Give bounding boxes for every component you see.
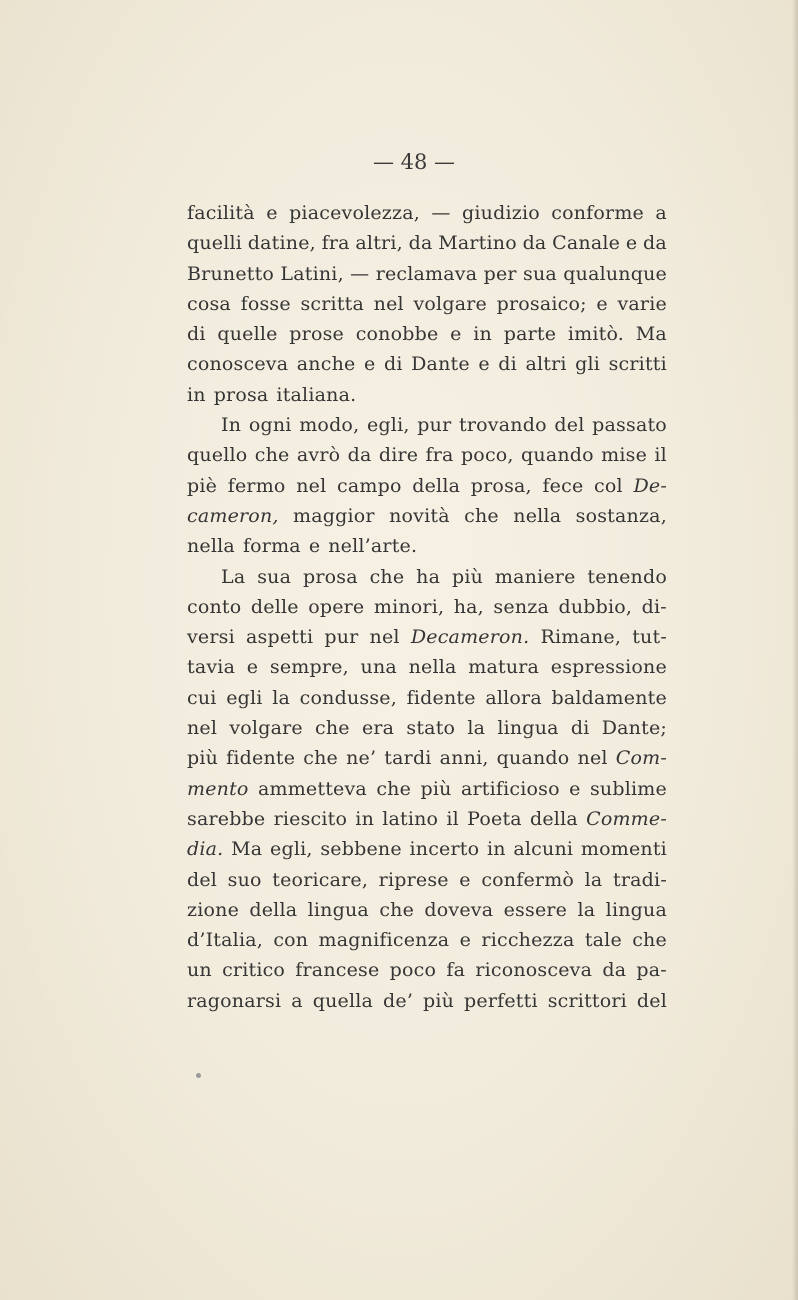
- text-line: [187, 562, 667, 592]
- word: minori,: [373, 595, 445, 618]
- word: quella: [312, 989, 374, 1012]
- word: per: [483, 262, 517, 285]
- text-line: [187, 410, 667, 440]
- word: Latini,: [280, 262, 344, 285]
- word: e: [450, 323, 462, 346]
- text-line: [187, 228, 667, 258]
- word: tradi-: [613, 868, 667, 891]
- word: magnificenza: [318, 929, 450, 952]
- word: baldamente: [551, 686, 667, 709]
- word: nel: [577, 747, 608, 770]
- word: e: [363, 353, 376, 376]
- word: opere: [308, 595, 365, 618]
- word: La: [221, 565, 246, 588]
- word: lingua: [307, 898, 369, 921]
- word: nella: [187, 535, 235, 558]
- word: ricchezza: [481, 929, 575, 952]
- word: scritta: [300, 292, 365, 315]
- word: zione: [187, 898, 240, 921]
- word: un: [187, 959, 212, 982]
- word: prosa,: [470, 474, 532, 497]
- word: passato: [592, 414, 667, 437]
- word: in: [473, 323, 492, 346]
- word: dubbio,: [558, 595, 633, 618]
- word: sua: [257, 565, 292, 588]
- text-line: [187, 683, 667, 713]
- page-edge-shadow: [792, 0, 798, 1300]
- word: modo,: [299, 414, 360, 437]
- word: che: [632, 929, 667, 952]
- word: il: [446, 807, 459, 830]
- word: datine,: [247, 232, 316, 255]
- word: più: [423, 989, 455, 1012]
- word: tavia: [187, 656, 236, 679]
- word: Canale: [552, 232, 621, 255]
- word: sua: [523, 262, 557, 285]
- text-line: [187, 743, 667, 773]
- word: In: [221, 414, 242, 437]
- word: Rimane,: [540, 626, 622, 649]
- text-line: [187, 834, 667, 864]
- word: prosaico;: [496, 292, 587, 315]
- word: varie: [617, 292, 667, 315]
- word: piè: [187, 474, 218, 497]
- word: lingua: [605, 898, 667, 921]
- text-line: [187, 471, 667, 501]
- word: d’Italia,: [187, 929, 263, 952]
- word: avrò: [296, 444, 341, 467]
- word: che: [379, 898, 415, 921]
- word: di-: [641, 595, 667, 618]
- word: del: [187, 868, 218, 891]
- word: era: [361, 717, 395, 740]
- word: De-: [633, 474, 667, 497]
- word: il: [654, 444, 667, 467]
- word: nel: [369, 626, 400, 649]
- word: francese: [295, 959, 380, 982]
- word: della: [249, 898, 298, 921]
- word: conobbe: [355, 323, 439, 346]
- word: pur: [417, 414, 452, 437]
- word: di: [383, 353, 403, 376]
- word: de’: [383, 989, 414, 1012]
- word: trovando: [459, 414, 547, 437]
- word: —: [431, 202, 451, 224]
- word: aspetti: [246, 626, 314, 649]
- word: cameron,: [187, 504, 279, 527]
- word: della: [530, 807, 578, 830]
- word: che: [254, 444, 290, 467]
- word: mise: [601, 444, 648, 467]
- word: più: [187, 747, 219, 770]
- word: maniere: [494, 565, 576, 588]
- word: più: [451, 565, 484, 588]
- text-line: [187, 652, 667, 682]
- word: egli: [226, 686, 263, 709]
- word: confermò: [481, 868, 575, 891]
- word: cui: [187, 686, 217, 709]
- word: delle: [250, 595, 299, 618]
- word: lingua: [497, 717, 559, 740]
- word: quando: [521, 444, 594, 467]
- word: conforme: [551, 202, 644, 224]
- word: Brunetto: [187, 262, 275, 285]
- word: campo: [337, 474, 402, 497]
- word: tale: [584, 929, 622, 952]
- word: pa-: [636, 959, 667, 982]
- text-line: [187, 380, 667, 410]
- word: riconosceva: [475, 959, 593, 982]
- word: del: [554, 414, 585, 437]
- word: fidente: [226, 747, 296, 770]
- word: Com-: [615, 747, 667, 770]
- word: momenti: [580, 838, 667, 861]
- word: artificioso: [460, 777, 560, 800]
- word: ha: [416, 565, 441, 588]
- word: altri: [525, 353, 567, 376]
- word: fece: [542, 474, 584, 497]
- word: dire: [378, 444, 419, 467]
- text-line: [187, 440, 667, 470]
- text-line: [187, 349, 667, 379]
- word: altri,: [355, 232, 403, 255]
- text-line: [187, 592, 667, 622]
- word: sempre,: [269, 656, 349, 679]
- word: tut-: [632, 626, 667, 649]
- word: novità: [389, 504, 450, 527]
- word: sarebbe: [187, 807, 266, 830]
- word: suo: [227, 868, 262, 891]
- word: teoricare,: [272, 868, 369, 891]
- word: nel: [296, 474, 327, 497]
- word: perfetti: [464, 989, 538, 1012]
- word: condusse,: [299, 686, 397, 709]
- word: conto: [187, 595, 242, 618]
- word: nel: [373, 292, 404, 315]
- word: facilità: [187, 202, 255, 224]
- text-line: [187, 289, 667, 319]
- text-line: [187, 925, 667, 955]
- word: più: [420, 777, 452, 800]
- word: quando: [496, 747, 570, 770]
- word: nella: [408, 656, 457, 679]
- word: italiana.: [276, 383, 357, 406]
- word: la: [584, 868, 603, 891]
- text-line: [187, 774, 667, 804]
- word: essere: [503, 898, 568, 921]
- word: ragonarsi: [187, 989, 282, 1012]
- word: forma: [242, 535, 301, 558]
- word: parte: [503, 323, 557, 346]
- word: anni,: [439, 747, 489, 770]
- word: tardi: [384, 747, 432, 770]
- text-line: [187, 865, 667, 895]
- text-line: [187, 986, 667, 1016]
- word: del: [636, 989, 667, 1012]
- text-line: [187, 895, 667, 925]
- word: Martino: [438, 232, 517, 255]
- word: che: [376, 777, 412, 800]
- word: che: [315, 717, 350, 740]
- text-line: [187, 319, 667, 349]
- word: la: [467, 717, 486, 740]
- word: Ma: [635, 323, 667, 346]
- word: —: [350, 262, 370, 285]
- text-line: [187, 713, 667, 743]
- word: di: [570, 717, 590, 740]
- word: fosse: [240, 292, 291, 315]
- word: prosa: [213, 383, 269, 406]
- word: quello: [187, 444, 248, 467]
- word: da: [643, 232, 667, 255]
- word: che: [303, 747, 339, 770]
- word: fra: [321, 232, 350, 255]
- page-number: — 48 —: [372, 150, 456, 174]
- word: doveva: [424, 898, 494, 921]
- word: maggior: [293, 504, 375, 527]
- word: imitò.: [567, 323, 625, 346]
- word: prosa: [302, 565, 358, 588]
- word: espressione: [550, 656, 667, 679]
- word: sebbene: [320, 838, 402, 861]
- word: a: [655, 202, 667, 224]
- word: con: [273, 929, 309, 952]
- word: della: [412, 474, 461, 497]
- word: critico: [222, 959, 286, 982]
- word: che: [464, 504, 499, 527]
- word: scritti: [608, 353, 667, 376]
- word: ogni: [248, 414, 292, 437]
- word: e: [596, 292, 608, 315]
- word: mento: [187, 777, 249, 800]
- text-line: [187, 259, 667, 289]
- text-line: [187, 501, 667, 531]
- word: la: [577, 898, 596, 921]
- word: dia.: [187, 838, 224, 861]
- word: e: [459, 868, 471, 891]
- word: ha,: [453, 595, 484, 618]
- word: matura: [468, 656, 540, 679]
- text-line: [187, 955, 667, 985]
- word: che: [369, 565, 405, 588]
- word: prose: [289, 323, 344, 346]
- word: e: [308, 535, 321, 558]
- word: Poeta: [467, 807, 522, 830]
- word: cosa: [187, 292, 231, 315]
- word: riescito: [273, 807, 348, 830]
- body-text: [187, 198, 667, 1016]
- word: da: [408, 232, 433, 255]
- word: Ma: [231, 838, 263, 861]
- word: pur: [324, 626, 359, 649]
- word: da: [602, 959, 627, 982]
- word: di: [498, 353, 517, 376]
- word: riprese: [378, 868, 449, 891]
- word: allora: [485, 686, 542, 709]
- word: egli,: [367, 414, 410, 437]
- word: scrittori: [547, 989, 627, 1012]
- text-line: [187, 804, 667, 834]
- word: la: [272, 686, 291, 709]
- word: e: [478, 353, 490, 376]
- word: giudizio: [462, 202, 540, 224]
- paper-speck: [196, 1073, 201, 1078]
- word: a: [291, 989, 303, 1012]
- word: di: [187, 323, 206, 346]
- word: fa: [446, 959, 466, 982]
- word: senza: [493, 595, 549, 618]
- word: piacevolezza,: [289, 202, 420, 224]
- word: reclamava: [375, 262, 478, 285]
- word: e: [569, 777, 581, 800]
- word: fermo: [227, 474, 286, 497]
- word: e: [625, 232, 638, 255]
- word: e: [266, 202, 278, 224]
- word: quelli: [187, 232, 243, 255]
- word: tenendo: [587, 565, 667, 588]
- word: alcuni: [513, 838, 574, 861]
- word: qualunque: [563, 262, 667, 285]
- word: stato: [406, 717, 456, 740]
- word: Dante: [411, 353, 470, 376]
- word: ammetteva: [257, 777, 367, 800]
- word: versi: [187, 626, 235, 649]
- word: da: [347, 444, 372, 467]
- word: Comme-: [586, 807, 667, 830]
- word: nella: [513, 504, 562, 527]
- word: e: [459, 929, 472, 952]
- word: una: [360, 656, 397, 679]
- word: poco: [389, 959, 437, 982]
- word: volgare: [413, 292, 487, 315]
- word: ne’: [346, 747, 377, 770]
- word: nel: [187, 717, 218, 740]
- word: in: [355, 807, 375, 830]
- word: in: [187, 383, 206, 406]
- word: poco,: [460, 444, 514, 467]
- word: Dante;: [601, 717, 667, 740]
- word: fidente: [406, 686, 476, 709]
- text-line: [187, 531, 667, 561]
- word: egli,: [270, 838, 313, 861]
- word: incerto: [409, 838, 480, 861]
- word: gli: [575, 353, 601, 376]
- word: Decameron.: [410, 626, 530, 649]
- word: e: [246, 656, 259, 679]
- word: nell’arte.: [328, 535, 418, 558]
- text-line: [187, 198, 667, 228]
- word: fra: [425, 444, 454, 467]
- word: col: [594, 474, 623, 497]
- text-line: [187, 622, 667, 652]
- word: conosceva: [187, 353, 289, 376]
- word: quelle: [217, 323, 278, 346]
- word: latino: [382, 807, 439, 830]
- word: volgare: [229, 717, 303, 740]
- word: anche: [296, 353, 356, 376]
- word: sostanza,: [575, 504, 667, 527]
- word: da: [522, 232, 547, 255]
- word: sublime: [589, 777, 667, 800]
- word: in: [486, 838, 506, 861]
